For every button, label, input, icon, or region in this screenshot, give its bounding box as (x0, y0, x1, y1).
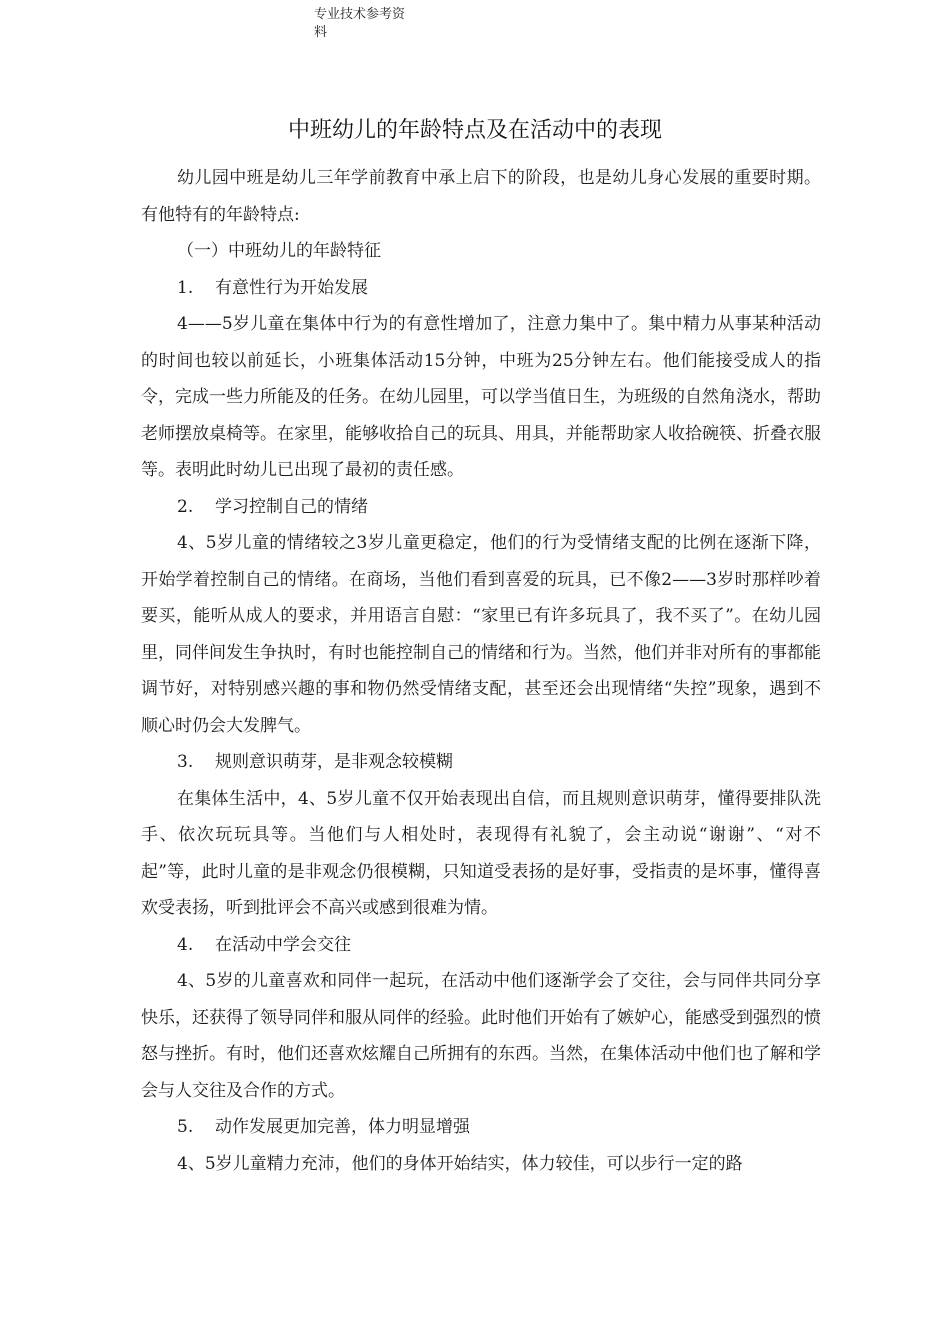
item-number: 1. (177, 277, 194, 298)
item-heading-text: 学习控制自己的情绪 (215, 496, 368, 517)
item-heading-text: 规则意识萌芽，是非观念较模糊 (215, 752, 453, 772)
section-heading: （一）中班幼儿的年龄特征 (177, 241, 381, 261)
item-heading-2 (141, 489, 821, 526)
item-number: 2. (177, 496, 194, 517)
item-paragraph-1: 4——5岁儿童在集体中行为的有意性增加了，注意力集中了。集中精力从事某种活动的时间也较以前延长，小班集体活动15分钟，中班为25分钟左右。他们能接受成人的指令，完成一些力所能及的任务。在幼儿园里，可以学当值日生，为班级的自然角浇水，帮助老师摆放桌椅等。在家里，能够收拾自己的玩具、用具，并能帮助家人收拾碗筷、折叠衣服等。表明此时幼儿已出现了最初的责任感。 (141, 314, 821, 480)
page-header (314, 6, 434, 42)
item-heading-text: 在活动中学会交往 (215, 934, 351, 955)
header-line-2: 料 (314, 25, 328, 40)
item-heading-1 (141, 270, 821, 307)
item-number: 4. (177, 934, 194, 955)
item-heading-3 (141, 744, 821, 781)
intro-paragraph: 幼儿园中班是幼儿三年学前教育中承上启下的阶段，也是幼儿身心发展的重要时期。有他特有的年龄特点: (141, 168, 821, 225)
item-number: 3. (177, 752, 194, 772)
item-heading-text: 动作发展更加完善，体力明显增强 (215, 1117, 470, 1137)
document-body (141, 160, 821, 1182)
document-title: 中班幼儿的年龄特点及在活动中的表现 (287, 118, 662, 143)
item-paragraph-2: 4、5岁儿童的情绪较之3岁儿童更稳定，他们的行为受情绪支配的比例在逐渐下降，开始学着控制自己的情绪。在商场，当他们看到喜爱的玩具，已不像2——3岁时那样吵着要买，能听从成人的要求，并用语言自慰：“家里已有许多玩具了，我不买了”。在幼儿园里，同伴间发生争执时，有时也能控制自己的情绪和行为。当然，他们并非对所有的事都能调节好，对特别感兴趣的事和物仍然受情绪支配，甚至还会出现情绪“失控”现象，遇到不顺心时仍会大发脾气。 (141, 533, 821, 736)
item-paragraph-4: 4、5岁的儿童喜欢和同伴一起玩，在活动中他们逐渐学会了交往，会与同伴共同分享快乐，还获得了领导同伴和服从同伴的经验。此时他们开始有了嫉妒心，能感受到强烈的愤怒与挫折。有时，他们还喜欢炫耀自己所拥有的东西。当然，在集体活动中他们也了解和学会与人交往及合作的方式。 (141, 971, 821, 1101)
item-heading-text: 有意性行为开始发展 (215, 277, 368, 298)
item-paragraph-5: 4、5岁儿童精力充沛，他们的身体开始结实，体力较佳，可以步行一定的路 (177, 1153, 743, 1174)
item-heading-5 (141, 1109, 821, 1146)
header-line-1: 专业技术参考资 (314, 7, 406, 22)
item-number: 5. (177, 1117, 194, 1137)
item-heading-4 (141, 927, 821, 964)
item-paragraph-3: 在集体生活中，4、5岁儿童不仅开始表现出自信，而且规则意识萌芽，懂得要排队洗手、依次玩玩具等。当他们与人相处时，表现得有礼貌了，会主动说“谢谢”、“对不起”等，此时儿童的是非观念仍很模糊，只知道受表扬的是好事，受指责的是坏事，懂得喜欢受表扬，听到批评会不高兴或感到很难为情。 (141, 788, 821, 918)
